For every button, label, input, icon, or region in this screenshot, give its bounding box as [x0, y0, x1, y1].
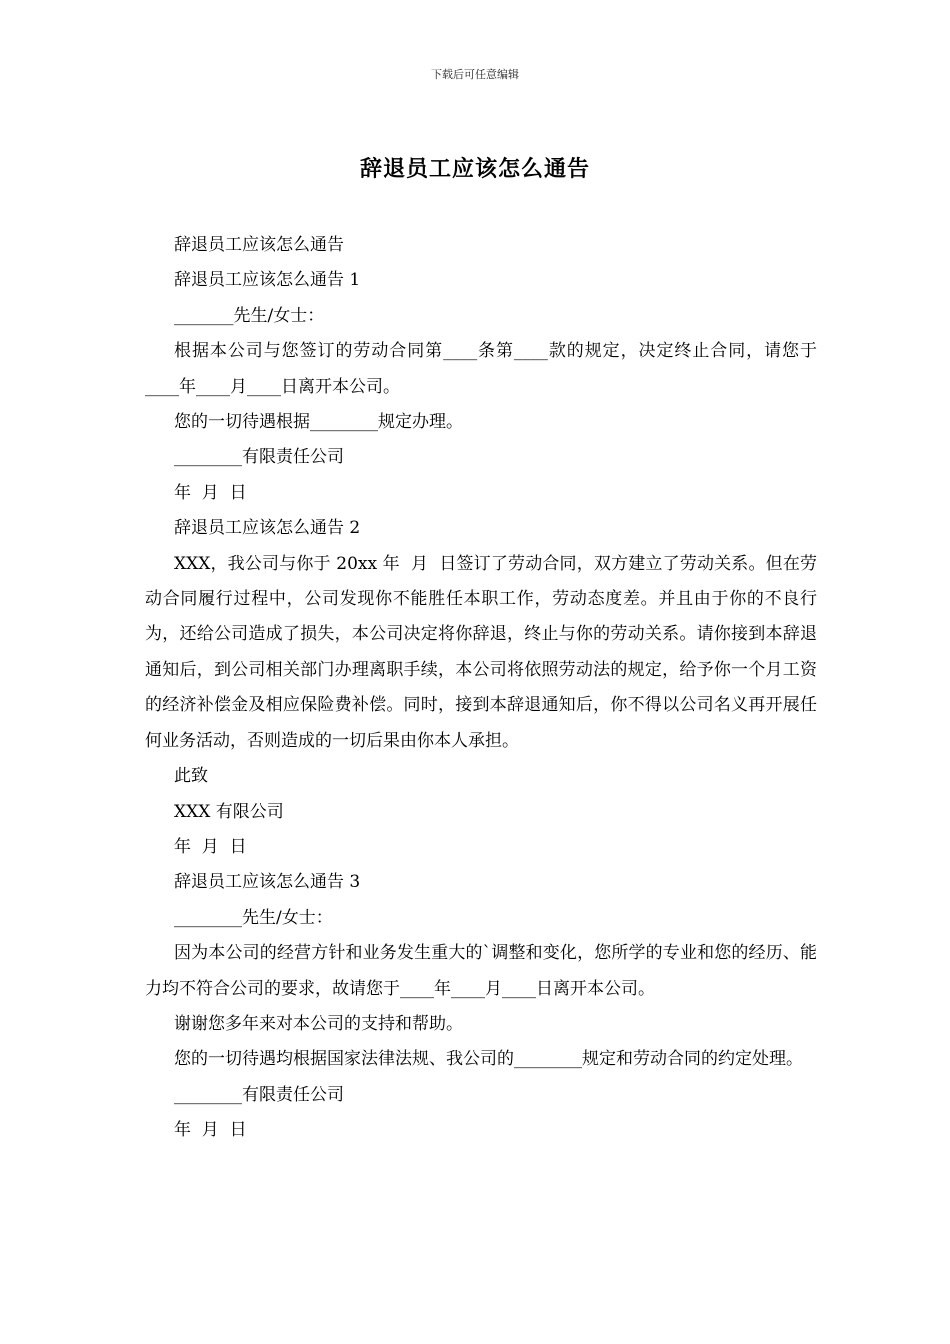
header-note: 下载后可任意编辑: [431, 68, 519, 81]
paragraph-notice-2-body: XXX，我公司与你于 20xx 年 月 日签订了劳动合同，双方建立了劳动关系。但在劳动合同履行过程中，公司发现你不能胜任本职工作，劳动态度差。并且由于你的不良行为，还给公司造成了损失，本公司决定将你辞退，终止与你的劳动关系。请你接到本辞退通知后，到公司相关部门办理离职手续，本公司将依照劳动法的规定，给予你一个月工资的经济补偿金及相应保险费补偿。同时，接到本辞退通知后，你不得以公司名义再开展任何业务活动，否则造成的一切后果由你本人承担。: [145, 553, 817, 751]
document-title: 辞退员工应该怎么通告: [359, 156, 590, 182]
paragraph-notice-3-body: 因为本公司的经营方针和业务发生重大的`调整和变化，您所学的专业和您的经历、能力均不符合公司的要求，故请您于____年____月____日离开本公司。: [145, 943, 817, 999]
paragraph-notice-1-date: 年 月 日: [174, 482, 247, 503]
paragraph-notice-2-date: 年 月 日: [174, 836, 247, 857]
paragraph-notice-1-treatment: 您的一切待遇根据________规定办理。: [174, 412, 463, 433]
paragraph-notice-3-salutation: ________先生/女士：: [174, 907, 333, 928]
paragraph-notice-1-salutation: _______先生/女士：: [174, 305, 325, 326]
paragraph-notice-2-closing: 此致: [174, 766, 208, 787]
paragraph-notice-3-heading: 辞退员工应该怎么通告 3: [174, 872, 361, 893]
paragraph-notice-1-body: 根据本公司与您签订的劳动合同第____条第____款的规定，决定终止合同，请您于____年____月____日离开本公司。: [145, 341, 817, 397]
paragraph-notice-1-heading: 辞退员工应该怎么通告 1: [174, 270, 361, 291]
paragraph-notice-2-company: XXX 有限公司: [174, 801, 284, 822]
paragraph-notice-1-company: ________有限责任公司: [174, 447, 344, 468]
paragraph-notice-3-thanks: 谢谢您多年来对本公司的支持和帮助。: [174, 1013, 463, 1034]
paragraph-intro-heading: 辞退员工应该怎么通告: [174, 235, 344, 255]
paragraph-notice-2-heading: 辞退员工应该怎么通告 2: [174, 518, 361, 539]
paragraph-notice-3-company: ________有限责任公司: [174, 1084, 344, 1105]
paragraph-notice-3-treatment: 您的一切待遇均根据国家法律法规、我公司的________规定和劳动合同的约定处理。: [174, 1049, 803, 1070]
document-body: [145, 228, 817, 1149]
paragraph-notice-3-date: 年 月 日: [174, 1120, 247, 1141]
